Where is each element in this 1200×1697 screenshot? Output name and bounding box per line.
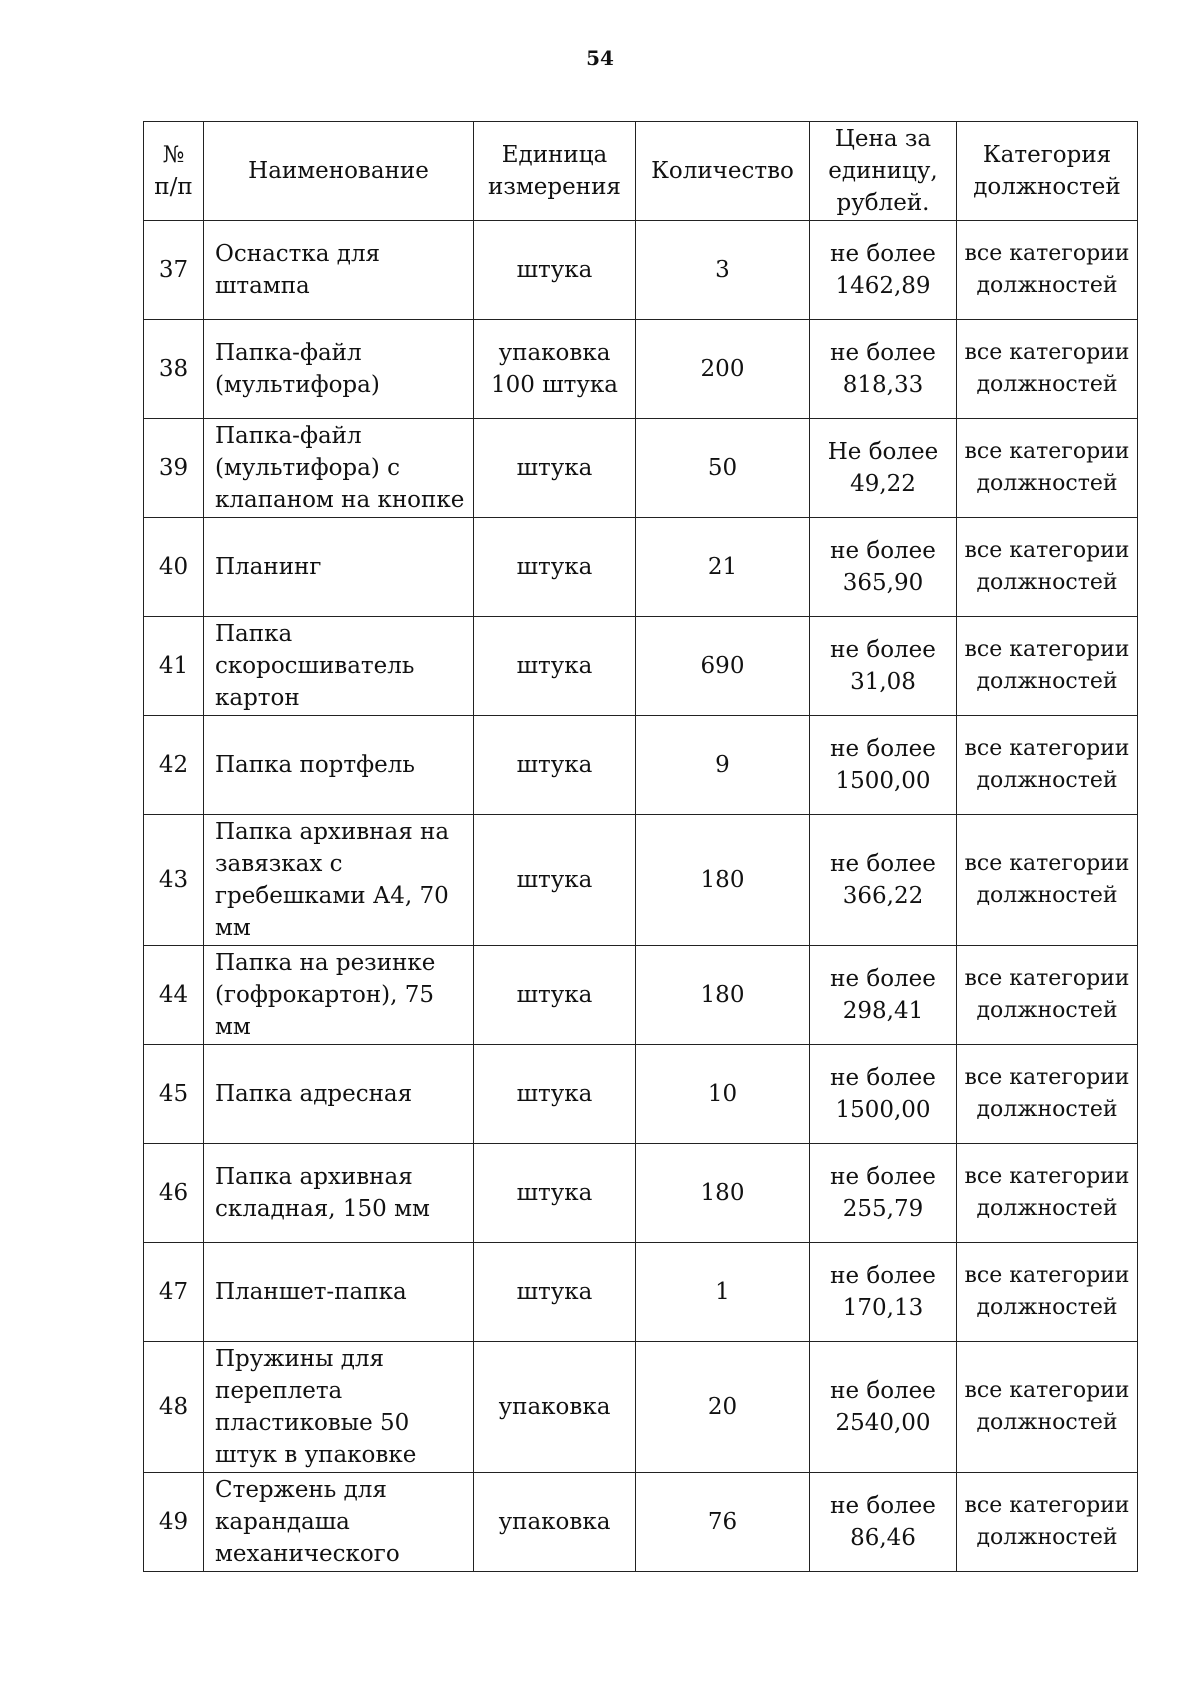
cell-qty: 180 — [636, 815, 810, 946]
cell-unit: штука — [474, 617, 636, 716]
cell-price: не более 31,08 — [810, 617, 957, 716]
table-row — [144, 815, 1138, 946]
cell-price: не более 366,22 — [810, 815, 957, 946]
cell-num: 39 — [144, 419, 204, 518]
cell-unit: штука — [474, 518, 636, 617]
cell-qty: 1 — [636, 1243, 810, 1342]
cell-name: Папка архивная складная, 150 мм — [204, 1144, 474, 1243]
items-table — [143, 121, 1138, 1572]
cell-qty: 21 — [636, 518, 810, 617]
header-name: Наименование — [204, 122, 474, 221]
cell-unit: штука — [474, 1243, 636, 1342]
cell-name: Папка архивная на завязках с гребешками А4, 70 мм — [204, 815, 474, 946]
cell-unit: штука — [474, 946, 636, 1045]
cell-category: все категории должностей — [957, 1243, 1138, 1342]
cell-unit: упаковка — [474, 1473, 636, 1572]
table-row — [144, 617, 1138, 716]
table-row — [144, 1342, 1138, 1473]
cell-name: Пружины для переплета пластиковые 50 штук в упаковке — [204, 1342, 474, 1473]
cell-num: 46 — [144, 1144, 204, 1243]
cell-category: все категории должностей — [957, 1144, 1138, 1243]
cell-num: 47 — [144, 1243, 204, 1342]
cell-name: Планшет-папка — [204, 1243, 474, 1342]
cell-price: не более 818,33 — [810, 320, 957, 419]
cell-name: Папка портфель — [204, 716, 474, 815]
cell-name: Папка скоросшиватель картон — [204, 617, 474, 716]
cell-name: Стержень для карандаша механического — [204, 1473, 474, 1572]
cell-unit: штука — [474, 1144, 636, 1243]
cell-num: 48 — [144, 1342, 204, 1473]
cell-category: все категории должностей — [957, 716, 1138, 815]
header-unit: Единица измерения — [474, 122, 636, 221]
header-price: Цена за единицу, рублей. — [810, 122, 957, 221]
cell-unit: штука — [474, 716, 636, 815]
cell-qty: 10 — [636, 1045, 810, 1144]
cell-unit: штука — [474, 1045, 636, 1144]
cell-unit: штука — [474, 815, 636, 946]
cell-name: Оснастка для штампа — [204, 221, 474, 320]
table-row — [144, 1144, 1138, 1243]
cell-category: все категории должностей — [957, 320, 1138, 419]
cell-unit: упаковка 100 штука — [474, 320, 636, 419]
cell-name: Папка адресная — [204, 1045, 474, 1144]
table-row — [144, 946, 1138, 1045]
table-row — [144, 716, 1138, 815]
cell-num: 41 — [144, 617, 204, 716]
cell-unit: упаковка — [474, 1342, 636, 1473]
cell-price: не более 298,41 — [810, 946, 957, 1045]
cell-num: 40 — [144, 518, 204, 617]
cell-category: все категории должностей — [957, 518, 1138, 617]
page-number: 54 — [586, 46, 614, 70]
table-header-row — [144, 122, 1138, 221]
cell-category: все категории должностей — [957, 946, 1138, 1045]
cell-qty: 180 — [636, 1144, 810, 1243]
cell-category: все категории должностей — [957, 419, 1138, 518]
table-row — [144, 221, 1138, 320]
cell-qty: 690 — [636, 617, 810, 716]
cell-price: не более 170,13 — [810, 1243, 957, 1342]
cell-num: 49 — [144, 1473, 204, 1572]
cell-num: 45 — [144, 1045, 204, 1144]
cell-name: Папка на резинке (гофрокартон), 75 мм — [204, 946, 474, 1045]
table-row — [144, 1045, 1138, 1144]
cell-category: все категории должностей — [957, 815, 1138, 946]
cell-price: не более 86,46 — [810, 1473, 957, 1572]
cell-num: 38 — [144, 320, 204, 419]
cell-category: все категории должностей — [957, 1045, 1138, 1144]
cell-qty: 3 — [636, 221, 810, 320]
cell-price: не более 1500,00 — [810, 1045, 957, 1144]
table-row — [144, 419, 1138, 518]
cell-unit: штука — [474, 419, 636, 518]
cell-name: Папка-файл (мультифора) с клапаном на кнопке — [204, 419, 474, 518]
cell-price: Не более 49,22 — [810, 419, 957, 518]
table-row — [144, 1473, 1138, 1572]
cell-qty: 20 — [636, 1342, 810, 1473]
cell-price: не более 2540,00 — [810, 1342, 957, 1473]
cell-name: Планинг — [204, 518, 474, 617]
cell-qty: 180 — [636, 946, 810, 1045]
header-qty: Количество — [636, 122, 810, 221]
table-body — [144, 221, 1138, 1572]
cell-num: 42 — [144, 716, 204, 815]
cell-qty: 200 — [636, 320, 810, 419]
cell-price: не более 1500,00 — [810, 716, 957, 815]
cell-name: Папка-файл (мультифора) — [204, 320, 474, 419]
cell-qty: 9 — [636, 716, 810, 815]
table-row — [144, 1243, 1138, 1342]
cell-category: все категории должностей — [957, 617, 1138, 716]
cell-category: все категории должностей — [957, 1473, 1138, 1572]
cell-price: не более 1462,89 — [810, 221, 957, 320]
header-num: № п/п — [144, 122, 204, 221]
table-row — [144, 320, 1138, 419]
cell-category: все категории должностей — [957, 221, 1138, 320]
table-row — [144, 518, 1138, 617]
cell-qty: 76 — [636, 1473, 810, 1572]
cell-price: не более 365,90 — [810, 518, 957, 617]
cell-unit: штука — [474, 221, 636, 320]
cell-num: 43 — [144, 815, 204, 946]
cell-num: 37 — [144, 221, 204, 320]
cell-category: все категории должностей — [957, 1342, 1138, 1473]
cell-num: 44 — [144, 946, 204, 1045]
cell-qty: 50 — [636, 419, 810, 518]
cell-price: не более 255,79 — [810, 1144, 957, 1243]
header-category: Категория должностей — [957, 122, 1138, 221]
